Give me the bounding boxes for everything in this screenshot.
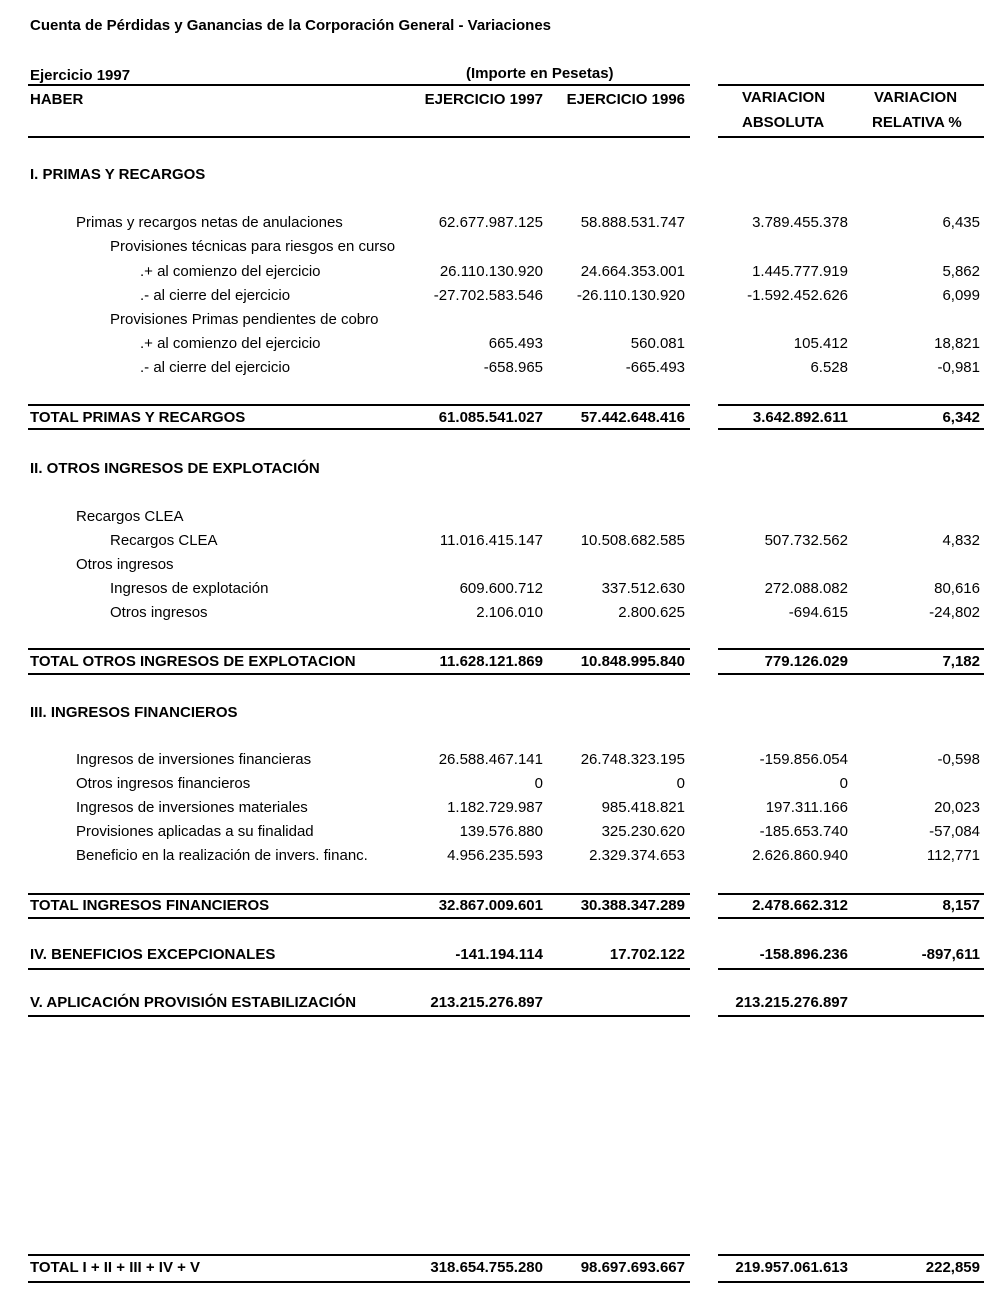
- header-bottom-rule-right: [718, 136, 984, 138]
- total-1996: 10.848.995.840: [580, 653, 685, 670]
- value-1997: 609.600.712: [459, 580, 543, 597]
- value-var-rel: 80,616: [934, 580, 980, 597]
- grand-total-1997: 318.654.755.280: [430, 1259, 543, 1276]
- value-1996: -665.493: [625, 359, 685, 376]
- page-title: Cuenta de Pérdidas y Ganancias de la Corporación General - Variaciones: [30, 17, 552, 34]
- value-1996: 10.508.682.585: [580, 532, 685, 549]
- total-1997: 11.628.121.869: [439, 653, 543, 670]
- rule: [718, 404, 984, 406]
- col-header-var-abs-2: ABSOLUTA: [742, 114, 825, 131]
- value-1997: -141.194.114: [455, 946, 543, 963]
- value-1996: 24.664.353.001: [580, 263, 685, 280]
- value-var-abs: 3.789.455.378: [752, 214, 848, 231]
- value-1996: 58.888.531.747: [580, 214, 685, 231]
- total-var-rel: 8,157: [942, 897, 980, 914]
- value-var-abs: -159.856.054: [759, 751, 848, 768]
- rule: [718, 428, 984, 430]
- row-label: .+ al comienzo del ejercicio: [140, 263, 321, 280]
- col-header-var-rel-1: VARIACION: [874, 89, 958, 106]
- value-var-abs: -1.592.452.626: [747, 287, 848, 304]
- value-var-abs: 0: [839, 775, 848, 792]
- value-1996: 560.081: [630, 335, 685, 352]
- rule: [718, 917, 984, 919]
- grand-total-label: TOTAL I + II + III + IV + V: [30, 1259, 201, 1276]
- section-2-title: II. OTROS INGRESOS DE EXPLOTACIÓN: [30, 460, 320, 477]
- value-var-rel: 112,771: [926, 847, 980, 864]
- value-1996: 2.800.625: [618, 604, 685, 621]
- row-label: .- al cierre del ejercicio: [140, 359, 291, 376]
- rule: [28, 1254, 690, 1256]
- row-label: Recargos CLEA: [110, 532, 218, 549]
- value-var-rel: -0,598: [937, 751, 980, 768]
- value-var-rel: 6,099: [942, 287, 980, 304]
- rule: [28, 404, 690, 406]
- value-var-abs: 507.732.562: [764, 532, 848, 549]
- value-1997: 2.106.010: [476, 604, 543, 621]
- row-label: Beneficio en la realización de invers. financ.: [76, 847, 368, 864]
- value-var-rel: 6,435: [942, 214, 980, 231]
- total-label: TOTAL INGRESOS FINANCIEROS: [30, 897, 270, 914]
- grand-total-1996: 98.697.693.667: [580, 1259, 685, 1276]
- row-label: Ingresos de inversiones financieras: [76, 751, 312, 768]
- row-label: Ingresos de inversiones materiales: [76, 799, 308, 816]
- value-var-rel: 20,023: [934, 799, 980, 816]
- section-1-title: I. PRIMAS Y RECARGOS: [30, 166, 206, 183]
- section-5-title: V. APLICACIÓN PROVISIÓN ESTABILIZACIÓN: [30, 994, 357, 1011]
- total-label: TOTAL OTROS INGRESOS DE EXPLOTACION: [30, 653, 356, 670]
- value-var-rel: -0,981: [937, 359, 980, 376]
- row-label: Otros ingresos: [76, 556, 174, 573]
- value-1997: -658.965: [483, 359, 543, 376]
- value-var-abs: 213.215.276.897: [735, 994, 848, 1011]
- value-1997: 4.956.235.593: [447, 847, 543, 864]
- value-1997: 213.215.276.897: [430, 994, 543, 1011]
- value-1997: 0: [534, 775, 543, 792]
- value-1997: 26.588.467.141: [438, 751, 543, 768]
- value-1996: 17.702.122: [609, 946, 685, 963]
- value-var-rel: -897,611: [921, 946, 980, 963]
- row-label: .+ al comienzo del ejercicio: [140, 335, 321, 352]
- row-label: Otros ingresos financieros: [76, 775, 251, 792]
- rule: [718, 648, 984, 650]
- row-label: Ingresos de explotación: [110, 580, 269, 597]
- rule: [718, 1015, 984, 1017]
- header-top-rule-right: [718, 84, 984, 86]
- rule: [28, 917, 690, 919]
- row-label: Provisiones técnicas para riesgos en curso: [110, 238, 396, 255]
- rule: [718, 893, 984, 895]
- value-1997: 26.110.130.920: [439, 263, 543, 280]
- row-label: Recargos CLEA: [76, 508, 184, 525]
- total-1997: 32.867.009.601: [438, 897, 543, 914]
- total-label: TOTAL PRIMAS Y RECARGOS: [30, 409, 246, 426]
- grand-total-var-rel: 222,859: [925, 1259, 980, 1276]
- rule: [28, 673, 690, 675]
- value-var-rel: 18,821: [934, 335, 980, 352]
- col-header-var-abs-1: VARIACION: [742, 89, 826, 106]
- row-label: Provisiones Primas pendientes de cobro: [110, 311, 379, 328]
- total-var-rel: 6,342: [942, 409, 980, 426]
- value-1997: 62.677.987.125: [438, 214, 543, 231]
- value-var-abs: 272.088.082: [764, 580, 848, 597]
- value-1996: -26.110.130.920: [576, 287, 685, 304]
- value-1996: 26.748.323.195: [580, 751, 685, 768]
- value-1997: 11.016.415.147: [439, 532, 543, 549]
- value-1996: 325.230.620: [601, 823, 685, 840]
- value-1997: 1.182.729.987: [447, 799, 543, 816]
- row-label: Provisiones aplicadas a su finalidad: [76, 823, 314, 840]
- value-var-abs: -185.653.740: [759, 823, 848, 840]
- header-bottom-rule-left: [28, 136, 690, 138]
- haber-label: HABER: [30, 91, 84, 108]
- rule: [28, 968, 690, 970]
- rule: [28, 428, 690, 430]
- rule: [718, 1281, 984, 1283]
- total-var-abs: 3.642.892.611: [752, 409, 848, 426]
- col-header-1996: EJERCICIO 1996: [566, 91, 685, 108]
- value-var-abs: -694.615: [788, 604, 848, 621]
- value-var-rel: -24,802: [929, 604, 980, 621]
- value-var-abs: 1.445.777.919: [752, 263, 848, 280]
- section-3-title: III. INGRESOS FINANCIEROS: [30, 704, 238, 721]
- value-var-abs: 2.626.860.940: [752, 847, 848, 864]
- total-1996: 30.388.347.289: [580, 897, 685, 914]
- currency-note: (Importe en Pesetas): [466, 65, 614, 82]
- grand-total-var-abs: 219.957.061.613: [735, 1259, 848, 1276]
- header-top-rule-left: [28, 84, 690, 86]
- rule: [718, 673, 984, 675]
- row-label: Otros ingresos: [110, 604, 208, 621]
- total-var-abs: 779.126.029: [764, 653, 848, 670]
- total-1997: 61.085.541.027: [438, 409, 543, 426]
- rule: [28, 648, 690, 650]
- value-var-abs: 197.311.166: [765, 799, 848, 816]
- value-var-rel: 5,862: [942, 263, 980, 280]
- section-4-title: IV. BENEFICIOS EXCEPCIONALES: [30, 946, 276, 963]
- rule: [28, 1015, 690, 1017]
- col-header-1997: EJERCICIO 1997: [424, 91, 543, 108]
- value-1997: 139.576.880: [459, 823, 543, 840]
- value-var-abs: 6.528: [810, 359, 848, 376]
- rule: [28, 893, 690, 895]
- col-header-var-rel-2: RELATIVA %: [872, 114, 962, 131]
- total-var-rel: 7,182: [942, 653, 980, 670]
- value-1996: 337.512.630: [601, 580, 685, 597]
- row-label: .- al cierre del ejercicio: [140, 287, 291, 304]
- rule: [718, 1254, 984, 1256]
- value-1996: 985.418.821: [601, 799, 685, 816]
- rule: [28, 1281, 690, 1283]
- value-1997: 665.493: [488, 335, 543, 352]
- value-var-abs: -158.896.236: [759, 946, 848, 963]
- value-var-rel: -57,084: [929, 823, 980, 840]
- rule: [718, 968, 984, 970]
- value-1996: 2.329.374.653: [589, 847, 685, 864]
- value-var-rel: 4,832: [942, 532, 980, 549]
- value-1996: 0: [676, 775, 685, 792]
- total-var-abs: 2.478.662.312: [752, 897, 848, 914]
- value-var-abs: 105.412: [793, 335, 848, 352]
- value-1997: -27.702.583.546: [433, 287, 543, 304]
- row-label: Primas y recargos netas de anulaciones: [76, 214, 343, 231]
- fiscal-year-label: Ejercicio 1997: [30, 67, 131, 84]
- total-1996: 57.442.648.416: [580, 409, 685, 426]
